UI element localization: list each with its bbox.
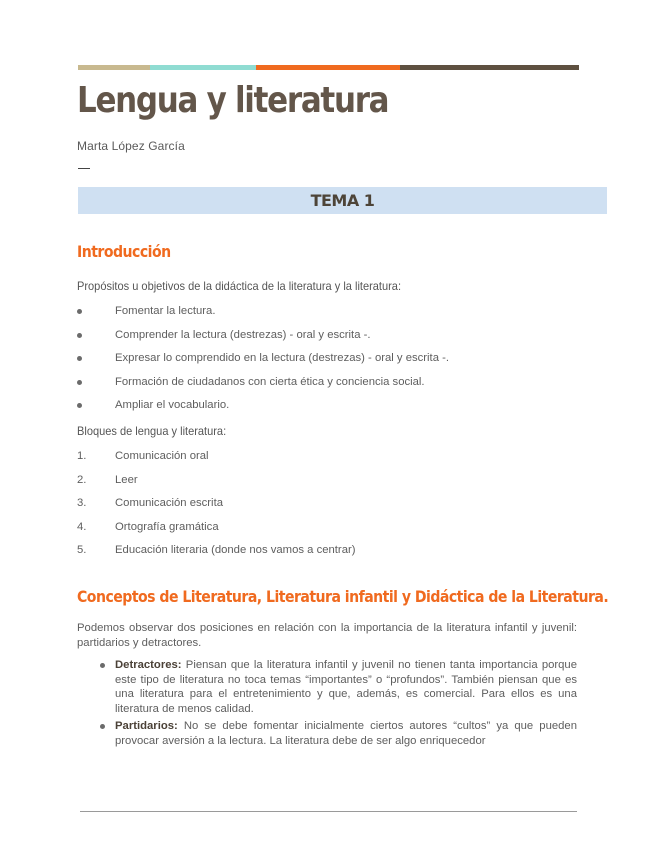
bullet-icon: [100, 663, 105, 668]
section-heading-conceptos: Conceptos de Literatura, Literatura infantil y Didáctica de la Literatura.: [77, 587, 609, 606]
bullet-icon: [100, 724, 105, 729]
topic-banner: TEMA 1: [78, 187, 607, 214]
bullet-icon: [77, 333, 82, 338]
list-number: 5.: [77, 544, 87, 556]
color-bar-segment: [78, 65, 150, 70]
term-label: Detractores:: [115, 659, 182, 671]
document-page: Lengua y literatura Marta López García TEMA 1 Introducción Propósitos u objetivos de la didáctica de la literatura y la literatura: Fomentar la lectura. Comprender la lectura (destrezas) - oral y escrita -. Expresar lo comprendido en la lectura (destrezas) - oral y escrita -. Formación de ciudadanos con cierta ética y conciencia social. Ampliar el vocabulario. Bloques de lengua y literatura: 1. Comunicación oral 2. Leer 3. Comunicación escrita 4. Ortografía gramática 5. Educación literaria (donde nos vamos a centrar) Conceptos de Literatura, Literatura infantil y Didáctica de la Literatura. Podemos observar dos posiciones en relación con la importancia de la literatura infantil y juvenil: partidarios y detractores. Detractores: Piensan que la literatura infantil y juvenil no tienen tanta importancia porque este tipo de literatura no toca temas “importantes” o “profundos”. También piensan que es una literatura para el entretenimiento y que, además, es comercial. Para ellos es una literatura de menos calidad. Partidarios: No se debe fomentar inicialmente ciertos autores “cultos” ya que pueden provocar aversión a la lectura. La literatura debe de ser algo enriquecedor: [0, 0, 655, 848]
author-name: Marta López García: [77, 139, 185, 153]
color-bar-segment: [256, 65, 400, 70]
bullet-icon: [77, 309, 82, 314]
color-bar-segment: [400, 65, 579, 70]
list-number: 1.: [77, 450, 87, 462]
list-number: 4.: [77, 520, 87, 533]
footer-divider: [80, 811, 577, 812]
bullet-icon: [77, 356, 82, 361]
purposes-label: Propósitos u objetivos de la didáctica de la literatura y la literatura:: [77, 279, 402, 293]
color-bar-segment: [150, 65, 256, 70]
list-number: 3.: [77, 497, 87, 509]
bullet-icon: [77, 380, 82, 385]
term-description: Piensan que la literatura infantil y juvenil no tienen tanta importancia porque este tipo de literatura no toca temas “importantes” o “profundos”. También piensan que es una literatura para el entretenimiento y que, además, es comercial. Para ellos es una literatura de menos calidad.: [115, 659, 577, 715]
list-number: 2.: [77, 473, 87, 486]
document-title: Lengua y literatura: [77, 80, 389, 121]
blocks-label: Bloques de lengua y literatura:: [77, 424, 227, 438]
term-description: No se debe fomentar inicialmente ciertos autores “cultos” ya que pueden provocar aversión a la lectura. La literatura debe de ser algo enriquecedor: [115, 720, 577, 747]
title-divider: [78, 168, 90, 169]
concepts-paragraph: Podemos observar dos posiciones en relación con la importancia de la literatura infantil y juvenil: partidarios y detractores.: [77, 622, 577, 649]
positions-list: [97, 658, 577, 751]
list-item: [97, 658, 577, 716]
decorative-color-bar: [78, 65, 579, 70]
bullet-icon: [77, 403, 82, 408]
term-label: Partidarios:: [115, 720, 178, 732]
list-item: [97, 719, 577, 748]
section-heading-introduccion: Introducción: [77, 242, 171, 261]
